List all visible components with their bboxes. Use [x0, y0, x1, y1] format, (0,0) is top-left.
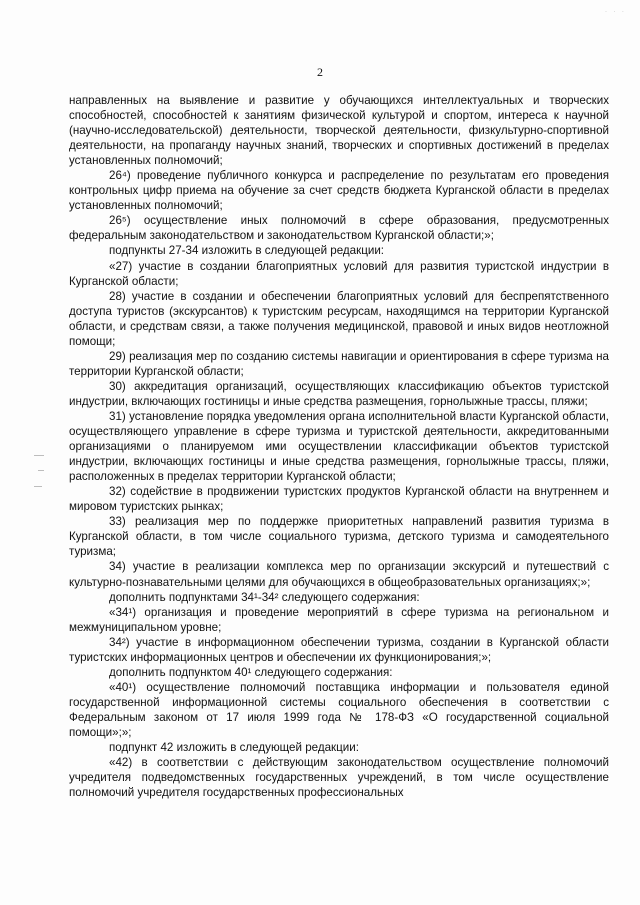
paragraph: 34) участие в реализации комплекса мер по организации экскурсий и путешествий с культурно-познавательными целями для обучающихся в общеобразовательных организациях;»; [69, 560, 609, 589]
paragraph: 32) содействие в продвижении туристских продуктов Курганской области на внутреннем и мировом туристских рынках; [69, 485, 609, 514]
paragraph: 33) реализация мер по поддержке приоритетных направлений развития туризма в Курганской области, в том числе социального туризма, детского туризма и самодеятельного туризма; [69, 515, 609, 559]
paragraph: «34¹) организация и проведение мероприятий в сфере туризма на региональном и межмуниципальном уровне; [69, 605, 609, 634]
paragraph: «42) в соответствии с действующим законодательством осуществление полномочий учредителя подведомственных государственных учреждений, в том числе осуществление полномочий учредителя государственных профессиональных [69, 756, 609, 800]
paragraph: дополнить подпунктами 34¹-34² следующего содержания: [109, 590, 420, 604]
paragraph: подпункт 42 изложить в следующей редакции: [109, 741, 359, 755]
paragraph: 26⁵) осуществление иных полномочий в сфере образования, предусмотренных федеральным законодательством и законодательством Курганской области;»; [69, 214, 609, 243]
scan-artifact [34, 486, 42, 487]
scan-artifact [38, 470, 44, 471]
scan-artifact: · · · [604, 8, 626, 16]
paragraph: направленных на выявление и развитие у обучающихся интеллектуальных и творческих способностей, способностей к занятиям физической культурой и спортом, интереса к научной (научно-исследовательской) деятельности, творческой деятельности, физкультурно-спортивной деятельности, на пропаганду научных знаний, творческих и спортивных достижений в пределах установленных полномочий; [69, 94, 609, 168]
document-body [69, 93, 609, 800]
paragraph: 26⁴) проведение публичного конкурса и распределение по результатам его проведения контрольных цифр приема на обучение за счет средств бюджета Курганской области в пределах установленных полномочий; [69, 169, 609, 213]
paragraph: «40¹) осуществление полномочий поставщика информации и пользователя единой государственной информационной системы социального обеспечения в соответствии с Федеральным законом от 17 июля 1999 года № 178-ФЗ «О государственной социальной помощи»;»; [69, 680, 609, 739]
scan-artifact [34, 455, 44, 456]
paragraph: 34²) участие в информационном обеспечении туризма, создании в Курганской области туристских информационных центров и обеспечении их функционирования;»; [69, 635, 609, 664]
paragraph: 29) реализация мер по созданию системы навигации и ориентирования в сфере туризма на территории Курганской области; [69, 349, 609, 378]
paragraph: «27) участие в создании благоприятных условий для развития туристской индустрии в Курганской области; [69, 259, 609, 288]
paragraph: дополнить подпунктом 40¹ следующего содержания: [109, 665, 393, 679]
paragraph: 30) аккредитация организаций, осуществляющих классификацию объектов туристской индустрии, включающих гостиницы и иные средства размещения, горнолыжные трассы, пляжи; [69, 379, 609, 408]
paragraph: 28) участие в создании и обеспечении благоприятных условий для беспрепятственного доступа туристов (экскурсантов) к туристским ресурсам, находящимся на территории Курганской области, и средствам связи, а также получения медицинской, правовой и иных видов неотложной помощи; [69, 289, 609, 348]
paragraph: 31) установление порядка уведомления органа исполнительной власти Курганской области, осуществляющего управление в сфере туризма и туристской деятельности, аккредитованными организациями о планируемом ими осуществлении классификации объектов туристской индустрии, включающих гостиницы и иные средства размещения, горнолыжные трассы, пляжи, расположенных в пределах территории Курганской области; [69, 409, 609, 484]
page-number: 2 [317, 65, 323, 79]
paragraph: подпункты 27-34 изложить в следующей редакции: [109, 244, 385, 258]
